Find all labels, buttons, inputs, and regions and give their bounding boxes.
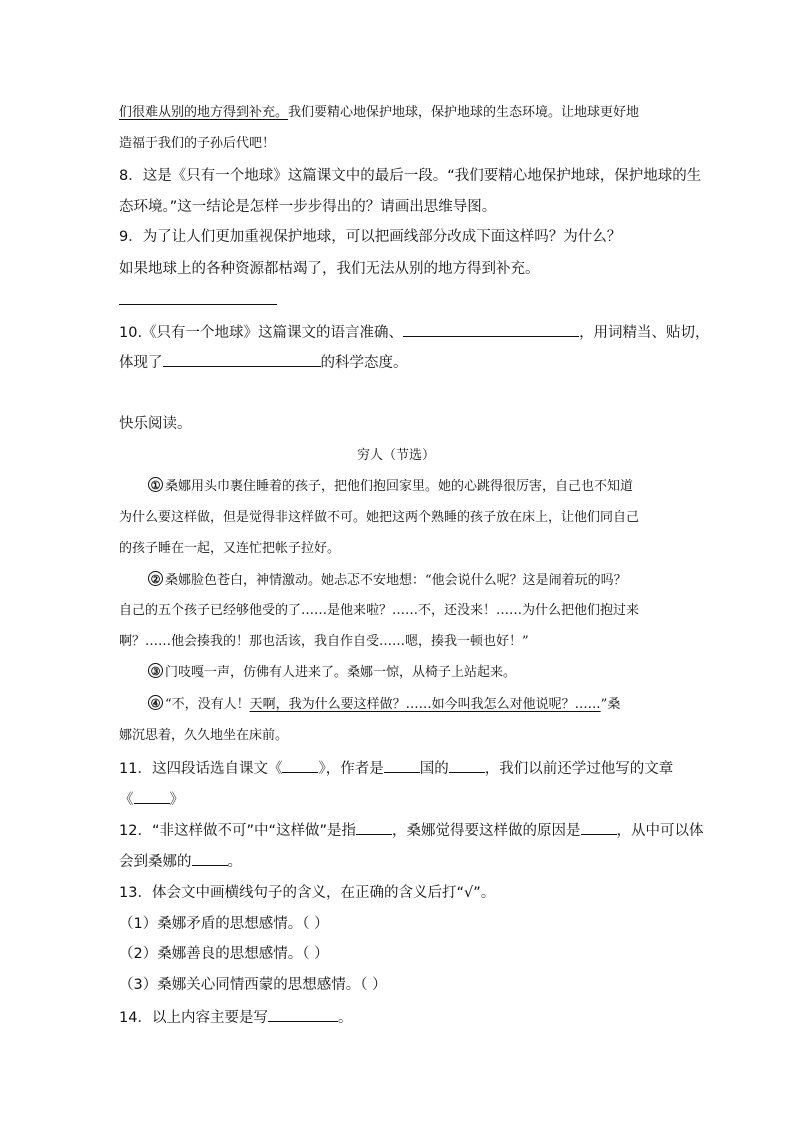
question-11-text-f: 》: [169, 792, 184, 808]
paragraph-4-text-post: ”桑: [600, 697, 621, 712]
question-11-text-d: ，我们以前还学过他写的文章: [484, 761, 674, 777]
paragraph-number-3: ③: [148, 663, 163, 678]
paragraph-number-2: ②: [148, 571, 163, 586]
question-14-line: [119, 1007, 352, 1028]
question-10-blank-1[interactable]: [403, 322, 579, 337]
passage-title: 穷人（节选）: [357, 448, 436, 463]
passage-paragraph-4-line-2: 娜沉思着，久久地坐在床前。: [119, 728, 289, 743]
question-13-option-1[interactable]: （1）桑娜矛盾的思想感情。（ ）: [119, 916, 329, 932]
passage-paragraph-2-line-2: 自己的五个孩子已经够他受的了……是他来啦？……不，还没来！……为什么把他们抱过来: [119, 603, 640, 618]
question-11-line-1: [119, 758, 673, 779]
question-8-line-2: 态环境。”这一结论是怎样一步步得出的？请画出思维导图。: [119, 199, 497, 215]
question-12-blank-1[interactable]: [356, 820, 392, 835]
question-9-line-1: 9．为了让人们更加重视保护地球，可以把画线部分改成下面这样吗？为什么？: [119, 229, 622, 245]
question-10-line-2: [119, 352, 408, 373]
question-10-blank-2[interactable]: [163, 352, 321, 367]
passage-paragraph-4-line-1: [148, 695, 620, 715]
question-11-blank-author[interactable]: [449, 758, 485, 773]
question-11-text-b: 》，作者是: [318, 761, 384, 777]
prev-passage-line-1: [119, 103, 639, 123]
question-11-text-e: 《: [119, 792, 134, 808]
question-13-stem: 13．体会文中画横线句子的含义，在正确的含义后打“√”。: [119, 885, 496, 901]
paragraph-4-underlined-sentence: 天啊，我为什么要这样做？……如今叫我怎么对他说呢？……: [249, 697, 601, 712]
paragraph-4-text-pre: “不，没有人！: [165, 697, 250, 712]
question-10-text-d: 的科学态度。: [320, 355, 408, 371]
question-11-line-2: [119, 789, 184, 810]
question-12-text-a: 12．“非这样做不可”中“这样做”是指: [119, 823, 356, 839]
question-12-line-1: [119, 820, 704, 841]
question-14-text-b: 。: [337, 1010, 353, 1026]
question-12-text-c: ，从中可以体: [616, 823, 704, 839]
question-8-line-1: 8．这是《只有一个地球》这篇课文中的最后一段。“我们要精心地保护地球，保护地球的生: [119, 168, 702, 184]
paragraph-2-text: 桑娜脸色苍白，神情激动。她忐忑不安地想：“他会说什么呢？这是闹着玩的吗？: [165, 573, 627, 588]
question-14-blank[interactable]: [268, 1007, 338, 1022]
question-10-text-a: 10.《只有一个地球》这篇课文的语言准确、: [119, 325, 404, 341]
question-12-blank-2[interactable]: [581, 820, 617, 835]
question-11-blank-title[interactable]: [282, 758, 318, 773]
question-12-blank-3[interactable]: [192, 851, 228, 866]
question-13-option-2[interactable]: （2）桑娜善良的思想感情。（ ）: [119, 946, 329, 962]
paragraph-1-text: 桑娜用头巾裹住睡着的孩子，把他们抱回家里。她的心跳得很厉害，自己也不知道: [165, 479, 634, 494]
section-title: 快乐阅读。: [119, 416, 192, 432]
question-14-text-a: 14．以上内容主要是写: [119, 1010, 268, 1026]
passage-paragraph-2-line-1: [148, 571, 627, 591]
passage-paragraph-1-line-2: 为什么要这样做，但是觉得非这样做不可。她把这两个熟睡的孩子放在床上，让他们同自己: [119, 510, 640, 525]
question-11-text-a: 11．这四段话选自课文《: [119, 761, 283, 777]
passage-paragraph-1-line-3: 的孩子睡在一起，又连忙把帐子拉好。: [119, 541, 341, 556]
question-10-text-b: ，用词精当、贴切，: [579, 325, 710, 341]
passage-paragraph-1-line-1: [148, 477, 633, 497]
passage-paragraph-2-line-3: 啊？……他会揍我的！那也活该，我自作自受……嗯，揍我一顿也好！”: [119, 634, 529, 649]
prev-passage-text: 我们要精心地保护地球，保护地球的生态环境。让地球更好地: [288, 105, 640, 120]
question-11-blank-country[interactable]: [384, 758, 420, 773]
question-9-line-2: 如果地球上的各种资源都枯竭了，我们无法从别的地方得到补充。: [119, 261, 540, 277]
prev-passage-line-2: 造福于我们的子孙后代吧！: [119, 136, 276, 151]
question-11-blank-other-work[interactable]: [134, 789, 170, 804]
passage-paragraph-3-line-1: [148, 663, 516, 683]
paragraph-number-1: ①: [148, 477, 163, 492]
question-12-text-e: 。: [227, 854, 242, 870]
paragraph-number-4: ④: [148, 695, 163, 710]
paragraph-3-text: 门吱嘎一声，仿佛有人进来了。桑娜一惊，从椅子上站起来。: [165, 665, 517, 680]
question-12-text-d: 会到桑娜的: [119, 854, 192, 870]
question-13-option-3[interactable]: （3）桑娜关心同情西蒙的思想感情。（ ）: [119, 977, 387, 993]
question-12-text-b: ，桑娜觉得要这样做的原因是: [392, 823, 581, 839]
question-11-text-c: 国的: [419, 761, 449, 777]
question-10-line-1: [119, 322, 710, 343]
question-9-answer-line[interactable]: [119, 304, 277, 305]
prev-passage-underlined-text: 们很难从别的地方得到补充。: [119, 105, 289, 120]
question-10-text-c: 体现了: [119, 355, 163, 371]
question-12-line-2: [119, 851, 242, 872]
